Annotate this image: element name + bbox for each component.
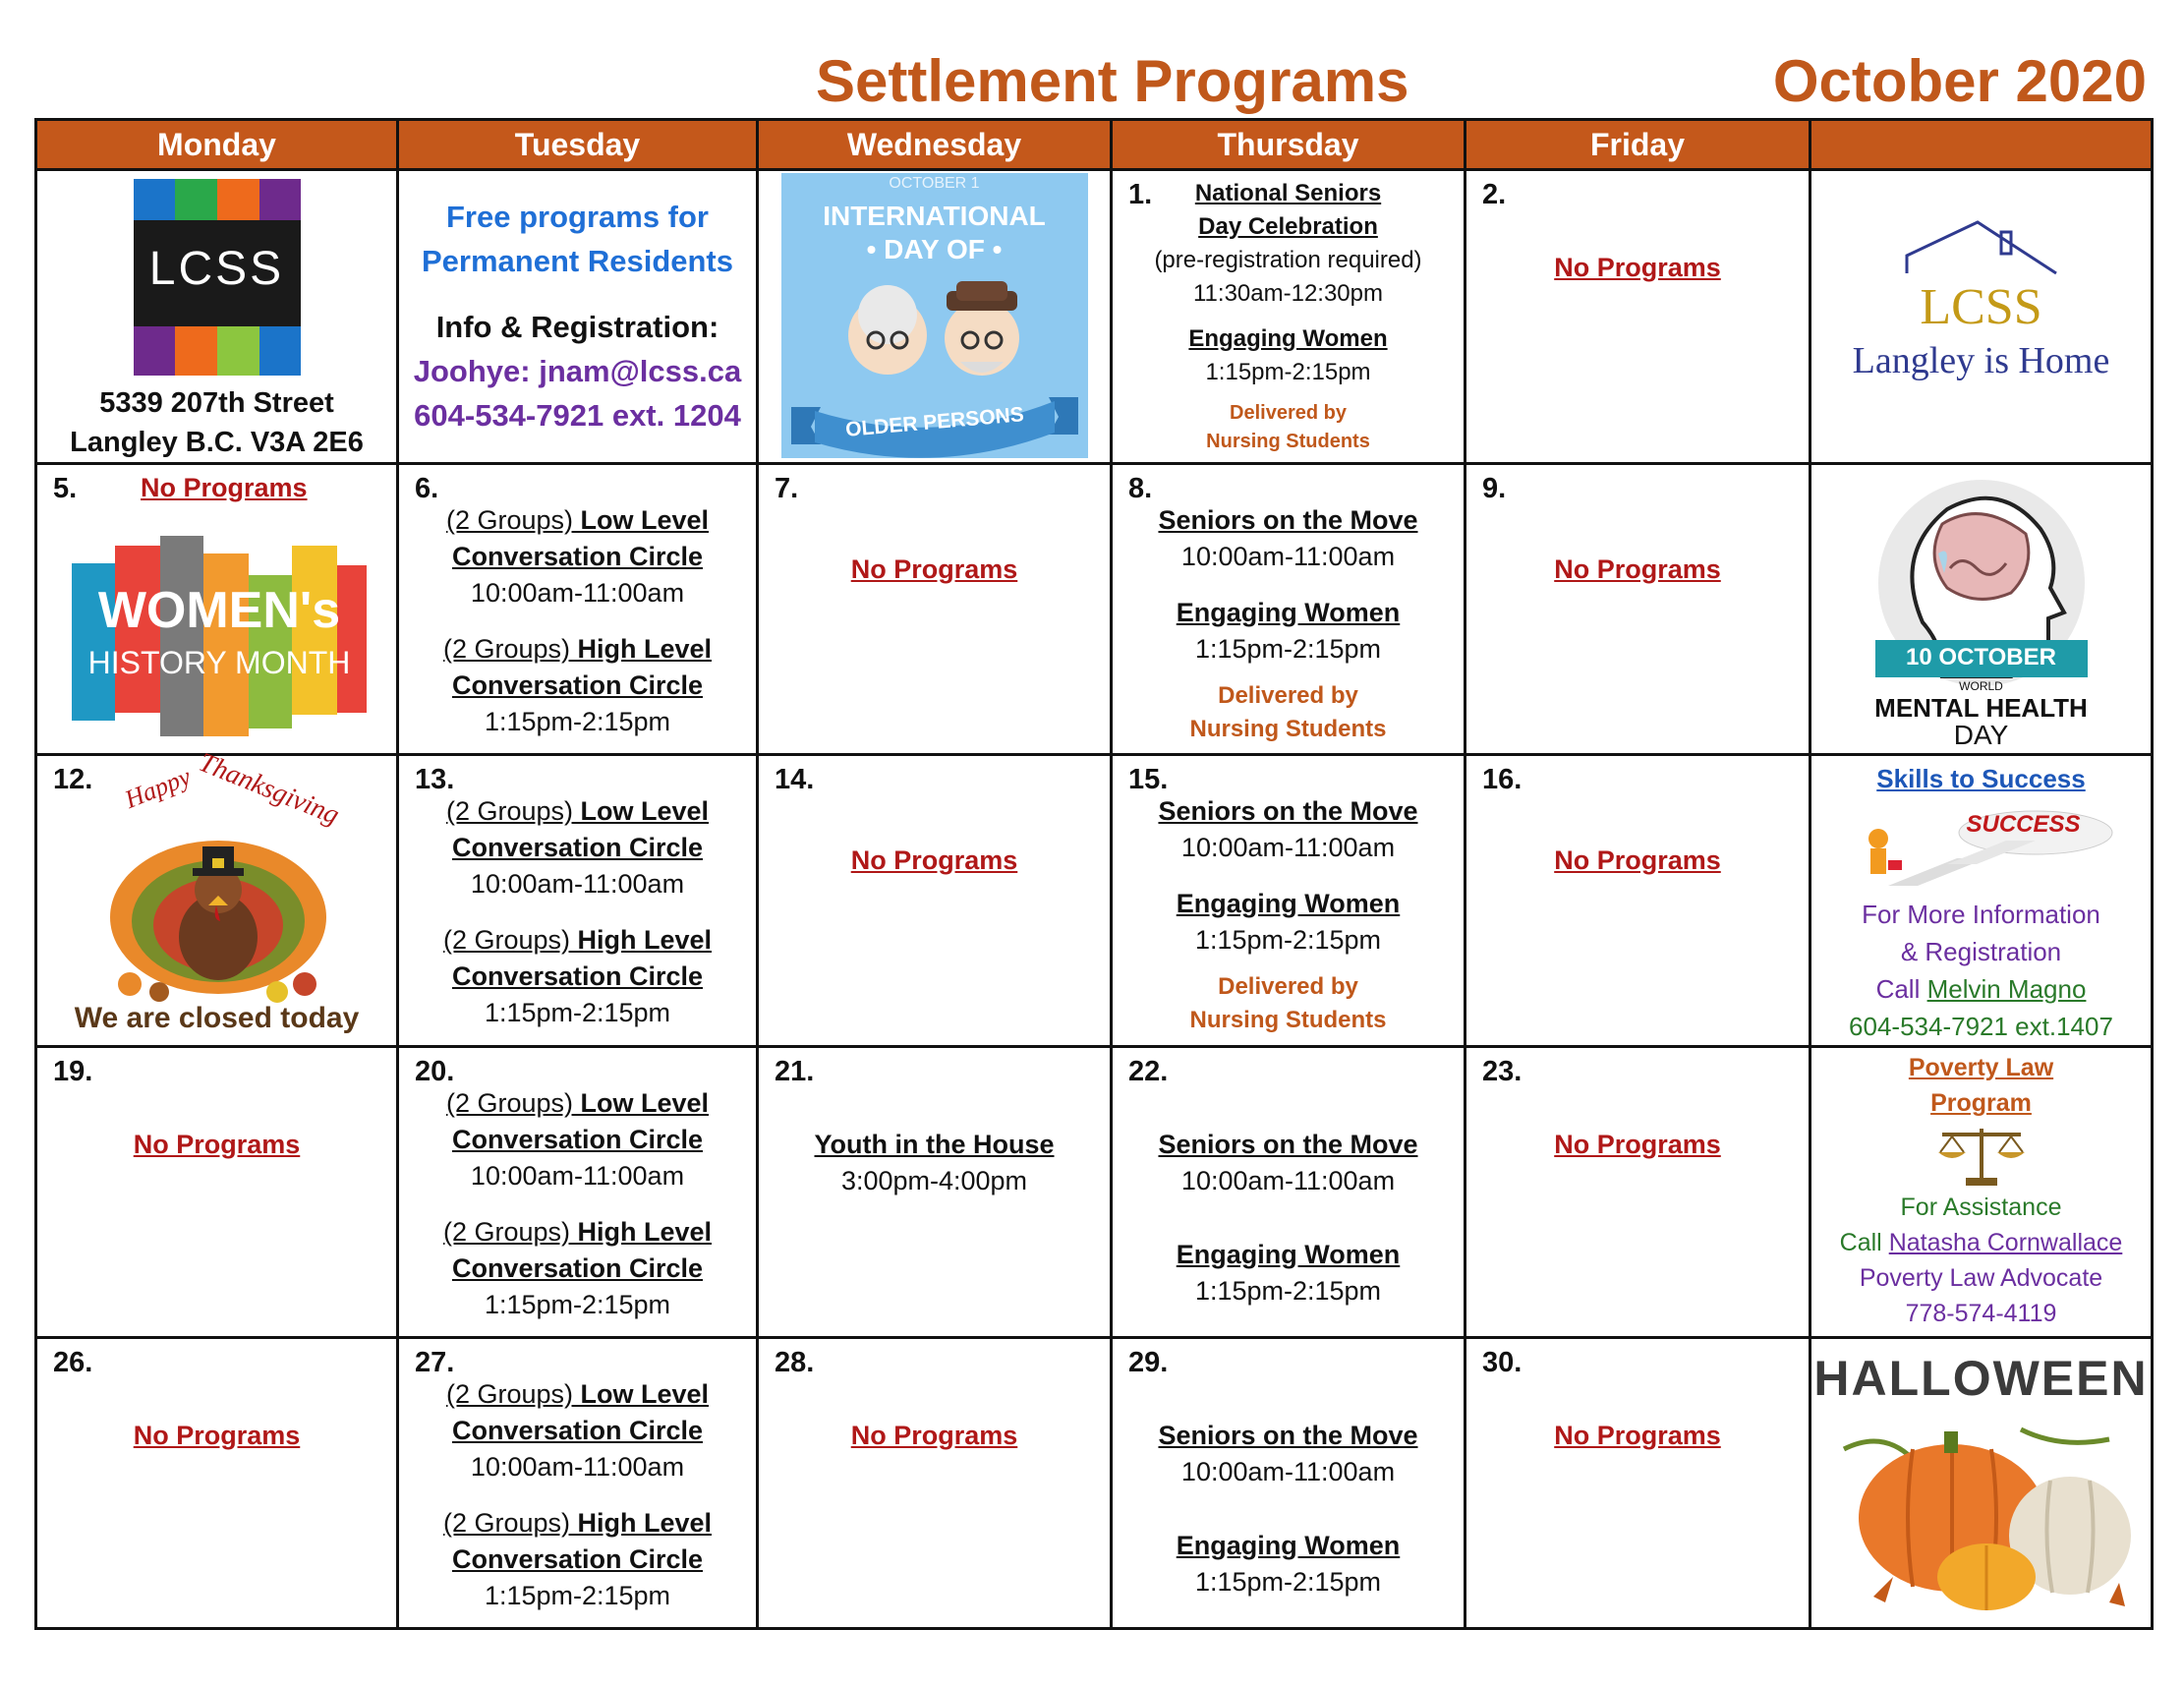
closed-notice: We are closed today xyxy=(74,1002,360,1034)
no-programs-label: No Programs xyxy=(141,473,308,502)
event-time: 1:15pm-2:15pm xyxy=(1194,925,1382,955)
weekday-extra xyxy=(1810,120,2153,170)
mental-health-image xyxy=(1854,475,2109,750)
event-time: 10:00am-11:00am xyxy=(1180,833,1396,862)
lcss-logo-text: LCSS xyxy=(148,243,285,295)
cell-oct-23 xyxy=(1466,1047,1810,1338)
no-programs-label: No Programs xyxy=(1554,1130,1721,1159)
turkey-icon xyxy=(100,819,336,1006)
womens-history-image xyxy=(72,536,367,736)
page-title: Settlement Programs xyxy=(816,48,1409,114)
day-number: 12. xyxy=(53,764,93,795)
success-image-word: SUCCESS xyxy=(1966,811,2081,838)
cell-oct-15 xyxy=(1112,755,1466,1047)
delivered-by: Delivered by xyxy=(1218,682,1358,709)
intl-day-line1: INTERNATIONAL xyxy=(823,201,1046,231)
day-number: 30. xyxy=(1482,1347,1523,1378)
conversation-circle-label: Conversation Circle xyxy=(451,833,704,862)
conversation-circle-label: Conversation Circle xyxy=(451,1125,704,1154)
delivered-by: Delivered by xyxy=(1230,402,1347,424)
day-number: 28. xyxy=(775,1347,815,1378)
nursing-students: Nursing Students xyxy=(1189,716,1387,742)
event-note: (pre-registration required) xyxy=(1154,247,1422,273)
no-programs-label: No Programs xyxy=(133,1130,301,1159)
skills-call-prefix: Call xyxy=(1875,974,1927,1004)
low-level-label: Low Level xyxy=(580,505,710,535)
day-number: 9. xyxy=(1482,473,1507,504)
no-programs-label: No Programs xyxy=(1554,554,1721,584)
cell-international-day xyxy=(758,170,1112,464)
cell-mental-health xyxy=(1810,464,2153,755)
conversation-circle-label: Conversation Circle xyxy=(451,961,704,991)
day-number: 14. xyxy=(775,764,815,795)
day-number: 20. xyxy=(415,1056,455,1087)
event-time: 1:15pm-2:15pm xyxy=(484,707,671,736)
day-number: 16. xyxy=(1482,764,1523,795)
cell-oct-2 xyxy=(1466,170,1810,464)
womens-history-line1: WOMEN's xyxy=(97,582,341,639)
week-row-2 xyxy=(36,464,2153,755)
mental-health-date: 10 OCTOBER xyxy=(1906,644,2056,670)
calendar-table xyxy=(34,118,2154,1630)
poverty-assist: For Assistance xyxy=(1900,1193,2062,1221)
cell-lcss-address xyxy=(36,170,398,464)
contact-email[interactable]: Joohye: jnam@lcss.ca xyxy=(413,354,742,388)
event-title-line1: National Seniors xyxy=(1194,180,1382,206)
cell-oct-13 xyxy=(398,755,758,1047)
pumpkins-icon xyxy=(1824,1410,2139,1616)
event-title-line2: Day Celebration xyxy=(1198,213,1378,240)
skills-title-link[interactable]: Skills to Success xyxy=(1876,764,2086,793)
event-time: 10:00am-11:00am xyxy=(470,1161,685,1191)
event-time: 10:00am-11:00am xyxy=(1180,1457,1396,1486)
thanksgiving-greeting-happy: Happy xyxy=(120,762,196,814)
event-title: Seniors on the Move xyxy=(1158,796,1418,826)
high-level-label: High Level xyxy=(577,925,713,955)
cell-oct-6 xyxy=(398,464,758,755)
event-title: Seniors on the Move xyxy=(1158,505,1418,535)
nursing-students: Nursing Students xyxy=(1206,431,1370,452)
thanksgiving-greeting-thanks: Thanksgiving xyxy=(194,746,344,832)
house-roof-icon xyxy=(1903,218,2060,277)
event-time: 1:15pm-2:15pm xyxy=(1194,634,1382,664)
event-title: Engaging Women xyxy=(1176,889,1401,918)
conversation-circle-label: Conversation Circle xyxy=(451,1253,704,1283)
address-line-1: 5339 207th Street xyxy=(99,387,334,419)
week-row-4 xyxy=(36,1047,2153,1338)
info-line-2: Permanent Residents xyxy=(422,244,733,278)
event-title: Engaging Women xyxy=(1176,598,1401,627)
delivered-by: Delivered by xyxy=(1218,973,1358,1000)
high-level-label: High Level xyxy=(577,1217,713,1247)
day-number: 13. xyxy=(415,764,455,795)
event-title: Seniors on the Move xyxy=(1158,1130,1418,1159)
day-number: 29. xyxy=(1128,1347,1169,1378)
skills-info-line1: For More Information xyxy=(1862,900,2100,929)
group-count: (2 Groups) xyxy=(445,1379,581,1409)
cell-side-logo xyxy=(1810,170,2153,464)
cell-oct-16 xyxy=(1466,755,1810,1047)
no-programs-label: No Programs xyxy=(1554,253,1721,282)
low-level-label: Low Level xyxy=(580,1088,710,1118)
no-programs-label: No Programs xyxy=(1554,845,1721,875)
no-programs-label: No Programs xyxy=(850,845,1018,875)
event-time: 11:30am-12:30pm xyxy=(1192,280,1383,307)
cell-halloween xyxy=(1810,1338,2153,1629)
event-time: 10:00am-11:00am xyxy=(470,869,685,899)
high-level-label: High Level xyxy=(577,634,713,664)
cell-poverty-law xyxy=(1810,1047,2153,1338)
success-image xyxy=(1849,801,2114,890)
group-count: (2 Groups) xyxy=(445,505,581,535)
side-logo-tagline: Langley is Home xyxy=(1852,340,2110,381)
contact-phone: 604-534-7921 ext. 1204 xyxy=(414,398,741,433)
week-row-1 xyxy=(36,170,2153,464)
weekday-wednesday: Wednesday xyxy=(758,120,1112,170)
cell-oct-29 xyxy=(1112,1338,1466,1629)
group-count: (2 Groups) xyxy=(445,1088,581,1118)
cell-oct-30 xyxy=(1466,1338,1810,1629)
cell-oct-1 xyxy=(1112,170,1466,464)
event-time: 1:15pm-2:15pm xyxy=(484,1581,671,1610)
event-time: 1:15pm-2:15pm xyxy=(1194,1567,1382,1597)
cell-oct-5 xyxy=(36,464,398,755)
conversation-circle-label: Conversation Circle xyxy=(451,542,704,571)
scales-icon xyxy=(1932,1123,2031,1188)
event-title: Engaging Women xyxy=(1176,1531,1401,1560)
cell-info-registration xyxy=(398,170,758,464)
poverty-phone: 778-574-4119 xyxy=(1905,1300,2057,1327)
group-count: (2 Groups) xyxy=(442,634,578,664)
group-count: (2 Groups) xyxy=(442,1508,578,1538)
conversation-circle-label: Conversation Circle xyxy=(451,1416,704,1445)
weekday-friday: Friday xyxy=(1466,120,1810,170)
skills-phone: 604-534-7921 ext.1407 xyxy=(1849,1012,2113,1041)
event-title: Engaging Women xyxy=(1188,325,1388,352)
event-time: 10:00am-11:00am xyxy=(1180,542,1396,571)
poverty-title-line2[interactable]: Program xyxy=(1930,1089,2032,1117)
event-time: 1:15pm-2:15pm xyxy=(1194,1276,1382,1306)
elderly-couple-icon xyxy=(836,281,1033,389)
event-time: 1:15pm-2:15pm xyxy=(484,1290,671,1319)
day-number: 6. xyxy=(415,473,439,504)
weekday-header-row xyxy=(36,120,2153,170)
no-programs-label: No Programs xyxy=(850,554,1018,584)
day-number: 5. xyxy=(53,473,78,504)
day-number: 15. xyxy=(1128,764,1169,795)
conversation-circle-label: Conversation Circle xyxy=(451,1544,704,1574)
low-level-label: Low Level xyxy=(580,1379,710,1409)
poverty-contact-link[interactable]: Natasha Cornwallace xyxy=(1888,1229,2123,1256)
poverty-title-line1[interactable]: Poverty Law xyxy=(1908,1054,2054,1081)
event-time: 10:00am-11:00am xyxy=(1180,1166,1396,1195)
womens-history-line2: HISTORY MONTH xyxy=(87,645,351,680)
info-heading: Info & Registration: xyxy=(435,310,719,344)
mental-health-line1: MENTAL HEALTH xyxy=(1874,693,2088,723)
event-title: Seniors on the Move xyxy=(1158,1421,1418,1450)
mental-health-line2: DAY xyxy=(1953,720,2009,750)
address-line-2: Langley B.C. V3A 2E6 xyxy=(70,427,364,458)
day-number: 21. xyxy=(775,1056,815,1087)
day-number: 1. xyxy=(1128,179,1153,210)
day-number: 23. xyxy=(1482,1056,1523,1087)
event-time: 3:00pm-4:00pm xyxy=(840,1166,1028,1195)
info-line-1: Free programs for xyxy=(445,200,709,234)
cell-oct-12 xyxy=(36,746,398,1047)
group-count: (2 Groups) xyxy=(445,796,581,826)
conversation-circle-label: Conversation Circle xyxy=(451,670,704,700)
skills-info-line2: & Registration xyxy=(1900,937,2062,966)
day-number: 27. xyxy=(415,1347,455,1378)
event-title: Engaging Women xyxy=(1176,1240,1401,1269)
day-number: 8. xyxy=(1128,473,1153,504)
week-row-5 xyxy=(36,1338,2153,1629)
intl-day-image xyxy=(781,173,1088,458)
day-number: 19. xyxy=(53,1056,93,1087)
weekday-thursday: Thursday xyxy=(1112,120,1466,170)
no-programs-label: No Programs xyxy=(1554,1421,1721,1450)
event-title: Youth in the House xyxy=(814,1130,1055,1159)
high-level-label: High Level xyxy=(577,1508,713,1538)
cell-oct-7 xyxy=(758,464,1112,755)
mental-health-world: WORLD xyxy=(1959,679,2003,693)
group-count: (2 Groups) xyxy=(442,925,578,955)
cell-skills-success xyxy=(1810,755,2153,1047)
cell-oct-9 xyxy=(1466,464,1810,755)
halloween-title: HALLOWEEN xyxy=(1813,1351,2149,1406)
intl-day-banner: OLDER PERSONS xyxy=(843,403,1025,441)
cell-oct-22 xyxy=(1112,1047,1466,1338)
weekday-monday: Monday xyxy=(36,120,398,170)
side-logo-name: LCSS xyxy=(1920,279,2042,335)
day-number: 7. xyxy=(775,473,799,504)
cell-oct-14 xyxy=(758,755,1112,1047)
cell-oct-8 xyxy=(1112,464,1466,755)
day-number: 26. xyxy=(53,1347,93,1378)
day-number: 22. xyxy=(1128,1056,1169,1087)
no-programs-label: No Programs xyxy=(850,1421,1018,1450)
no-programs-label: No Programs xyxy=(133,1421,301,1450)
weekday-tuesday: Tuesday xyxy=(398,120,758,170)
group-count: (2 Groups) xyxy=(442,1217,578,1247)
intl-day-line2: • DAY OF • xyxy=(866,234,1003,264)
event-time: 10:00am-11:00am xyxy=(470,578,685,608)
day-number: 2. xyxy=(1482,179,1507,210)
lcss-logo xyxy=(134,179,301,376)
intl-day-top: OCTOBER 1 xyxy=(889,175,980,192)
cell-oct-20 xyxy=(398,1047,758,1338)
month-title: October 2020 xyxy=(1772,48,2147,114)
nursing-students: Nursing Students xyxy=(1189,1007,1387,1033)
event-time: 1:15pm-2:15pm xyxy=(484,998,671,1027)
cell-oct-19 xyxy=(36,1047,398,1338)
skills-contact-link[interactable]: Melvin Magno xyxy=(1926,974,2087,1004)
event-time: 10:00am-11:00am xyxy=(470,1452,685,1482)
cell-oct-28 xyxy=(758,1338,1112,1629)
poverty-role: Poverty Law Advocate xyxy=(1859,1264,2103,1292)
cell-oct-21 xyxy=(758,1047,1112,1338)
event-time: 1:15pm-2:15pm xyxy=(1205,359,1371,385)
cell-oct-27 xyxy=(398,1338,758,1629)
cell-oct-26 xyxy=(36,1338,398,1629)
poverty-call-prefix: Call xyxy=(1839,1229,1889,1256)
week-row-3 xyxy=(36,755,2153,1047)
low-level-label: Low Level xyxy=(580,796,710,826)
